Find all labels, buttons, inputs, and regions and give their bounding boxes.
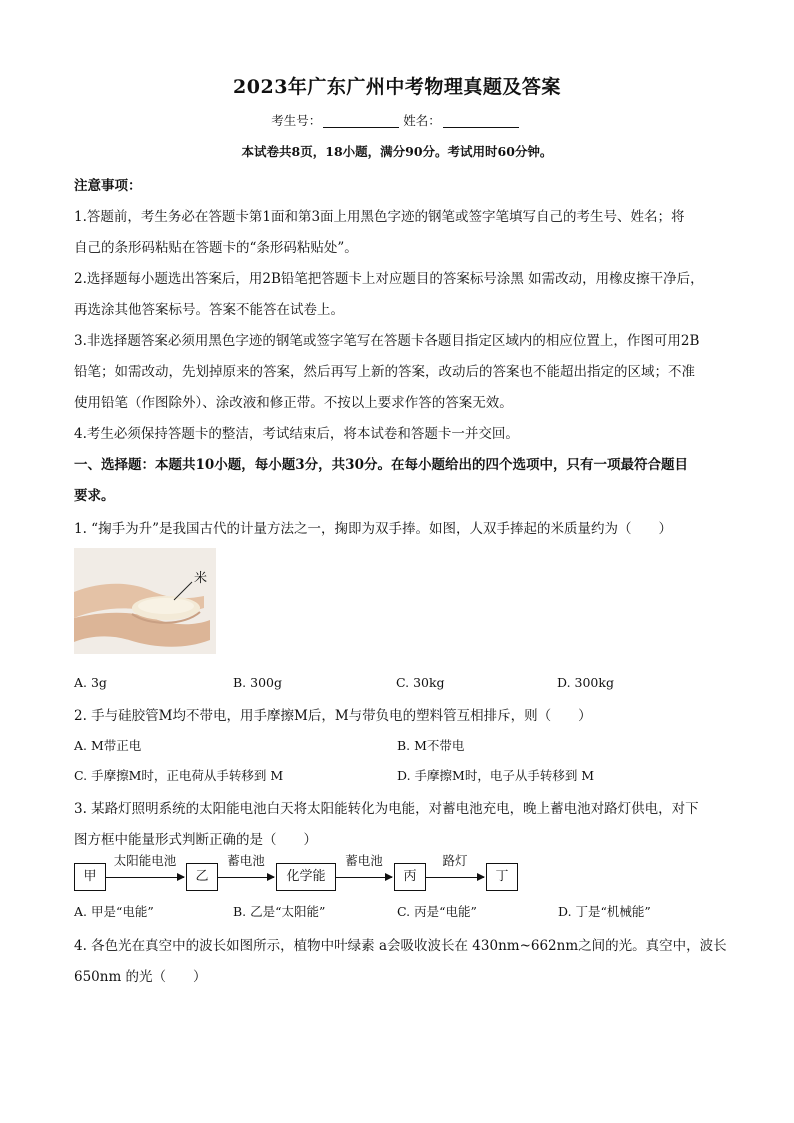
q3-option-c[interactable]: C. 丙是“电能” bbox=[397, 904, 477, 919]
hands-illustration bbox=[74, 548, 216, 654]
q2-option-b[interactable]: B. M不带电 bbox=[397, 738, 465, 753]
section-1-line-2: 要求。 bbox=[74, 488, 115, 504]
note-1-line-1: 1.答题前，考生务必在答题卡第1面和第3面上用黑色字迹的钢笔或签字笔填写自己的考生号、姓名；将 bbox=[74, 209, 685, 225]
candidate-line bbox=[0, 111, 794, 129]
flow-arrow-1-label: 太阳能电池 bbox=[113, 853, 177, 868]
flow-box-chemical: 化学能 bbox=[276, 863, 336, 891]
q2-option-a[interactable]: A. M带正电 bbox=[74, 738, 142, 753]
question-2-stem: 2. 手与硅胶管M均不带电，用手摩擦M后，M与带负电的塑料管互相排斥，则（ ） bbox=[74, 708, 592, 724]
flow-arrow-3-label: 蓄电池 bbox=[345, 853, 383, 868]
cupped-hands-rice-image bbox=[74, 548, 216, 654]
note-3-line-2: 铅笔；如需改动，先划掉原来的答案，然后再写上新的答案，改动后的答案也不能超出指定的区域；不准 bbox=[74, 364, 695, 380]
flow-box-jia: 甲 bbox=[74, 863, 106, 891]
page-title: 2023年广东广州中考物理真题及答案 bbox=[233, 76, 561, 98]
q1-option-a[interactable]: A. 3g bbox=[74, 675, 107, 690]
flow-arrow-1 bbox=[106, 877, 184, 878]
candidate-number-blank bbox=[323, 113, 399, 128]
candidate-name-blank bbox=[443, 113, 519, 128]
note-3-line-3: 使用铅笔（作图除外）、涂改液和修正带。不按以上要求作答的答案无效。 bbox=[74, 395, 513, 411]
q3-option-a[interactable]: A. 甲是“电能” bbox=[74, 904, 154, 919]
flow-box-ding: 丁 bbox=[486, 863, 518, 891]
flow-arrow-3 bbox=[336, 877, 392, 878]
flow-arrow-4 bbox=[426, 877, 484, 878]
flow-box-yi: 乙 bbox=[186, 863, 218, 891]
question-1-stem: 1. “掬手为升”是我国古代的计量方法之一，掬即为双手捧。如图，人双手捧起的米质量约为（ ） bbox=[74, 521, 672, 537]
q1-option-c[interactable]: C. 30kg bbox=[396, 675, 445, 690]
note-2-line-2: 再选涂其他答案标号。答案不能答在试卷上。 bbox=[74, 302, 344, 318]
flow-box-bing: 丙 bbox=[394, 863, 426, 891]
question-4-stem-line-2: 650nm 的光（ ） bbox=[74, 969, 207, 985]
notes-heading: 注意事项： bbox=[74, 178, 142, 194]
q1-option-b[interactable]: B. 300g bbox=[233, 675, 282, 690]
note-4: 4.考生必须保持答题卡的整洁，考试结束后，将本试卷和答题卡一并交回。 bbox=[74, 426, 519, 442]
flow-arrow-4-label: 路灯 bbox=[442, 853, 468, 868]
candidate-number-label: 考生号： bbox=[271, 113, 322, 128]
q2-option-d[interactable]: D. 手摩擦M时，电子从手转移到 M bbox=[397, 768, 595, 783]
flow-arrow-2-label: 蓄电池 bbox=[227, 853, 265, 868]
candidate-name-label: 姓名： bbox=[403, 113, 441, 128]
q2-option-c[interactable]: C. 手摩擦M时，正电荷从手转移到 M bbox=[74, 768, 284, 783]
q3-option-b[interactable]: B. 乙是“太阳能” bbox=[233, 904, 326, 919]
question-4-stem-line-1: 4. 各色光在真空中的波长如图所示，植物中叶绿素 a会吸收波长在 430nm~662nm之间的光。真空中，波长 bbox=[74, 938, 727, 954]
note-2-line-1: 2.选择题每小题选出答案后，用2B铅笔把答题卡上对应题目的答案标号涂黑 如需改动，用橡皮擦干净后， bbox=[74, 271, 704, 287]
section-1-line-1: 一、选择题：本题共10小题，每小题3分，共30分。在每小题给出的四个选项中，只有一项最符合题目 bbox=[74, 457, 688, 473]
question-3-stem-line-2: 图方框中能量形式判断正确的是（ ） bbox=[74, 832, 317, 848]
rice-label: 米 bbox=[194, 571, 208, 586]
q3-option-d[interactable]: D. 丁是“机械能” bbox=[558, 904, 651, 919]
question-3-stem-line-1: 3. 某路灯照明系统的太阳能电池白天将太阳能转化为电能，对蓄电池充电，晚上蓄电池对路灯供电，对下 bbox=[74, 801, 699, 817]
note-1-line-2: 自己的条形码粘贴在答题卡的“条形码粘贴处”。 bbox=[74, 240, 358, 256]
energy-flow-diagram bbox=[0, 850, 794, 896]
note-3-line-1: 3.非选择题答案必须用黑色字迹的钢笔或签字笔写在答题卡各题目指定区域内的相应位置上，作图可用2B bbox=[74, 333, 700, 349]
q1-option-d[interactable]: D. 300kg bbox=[557, 675, 614, 690]
exam-info: 本试卷共8页，18小题，满分90分。考试用时60分钟。 bbox=[241, 144, 553, 159]
flow-arrow-2 bbox=[218, 877, 274, 878]
